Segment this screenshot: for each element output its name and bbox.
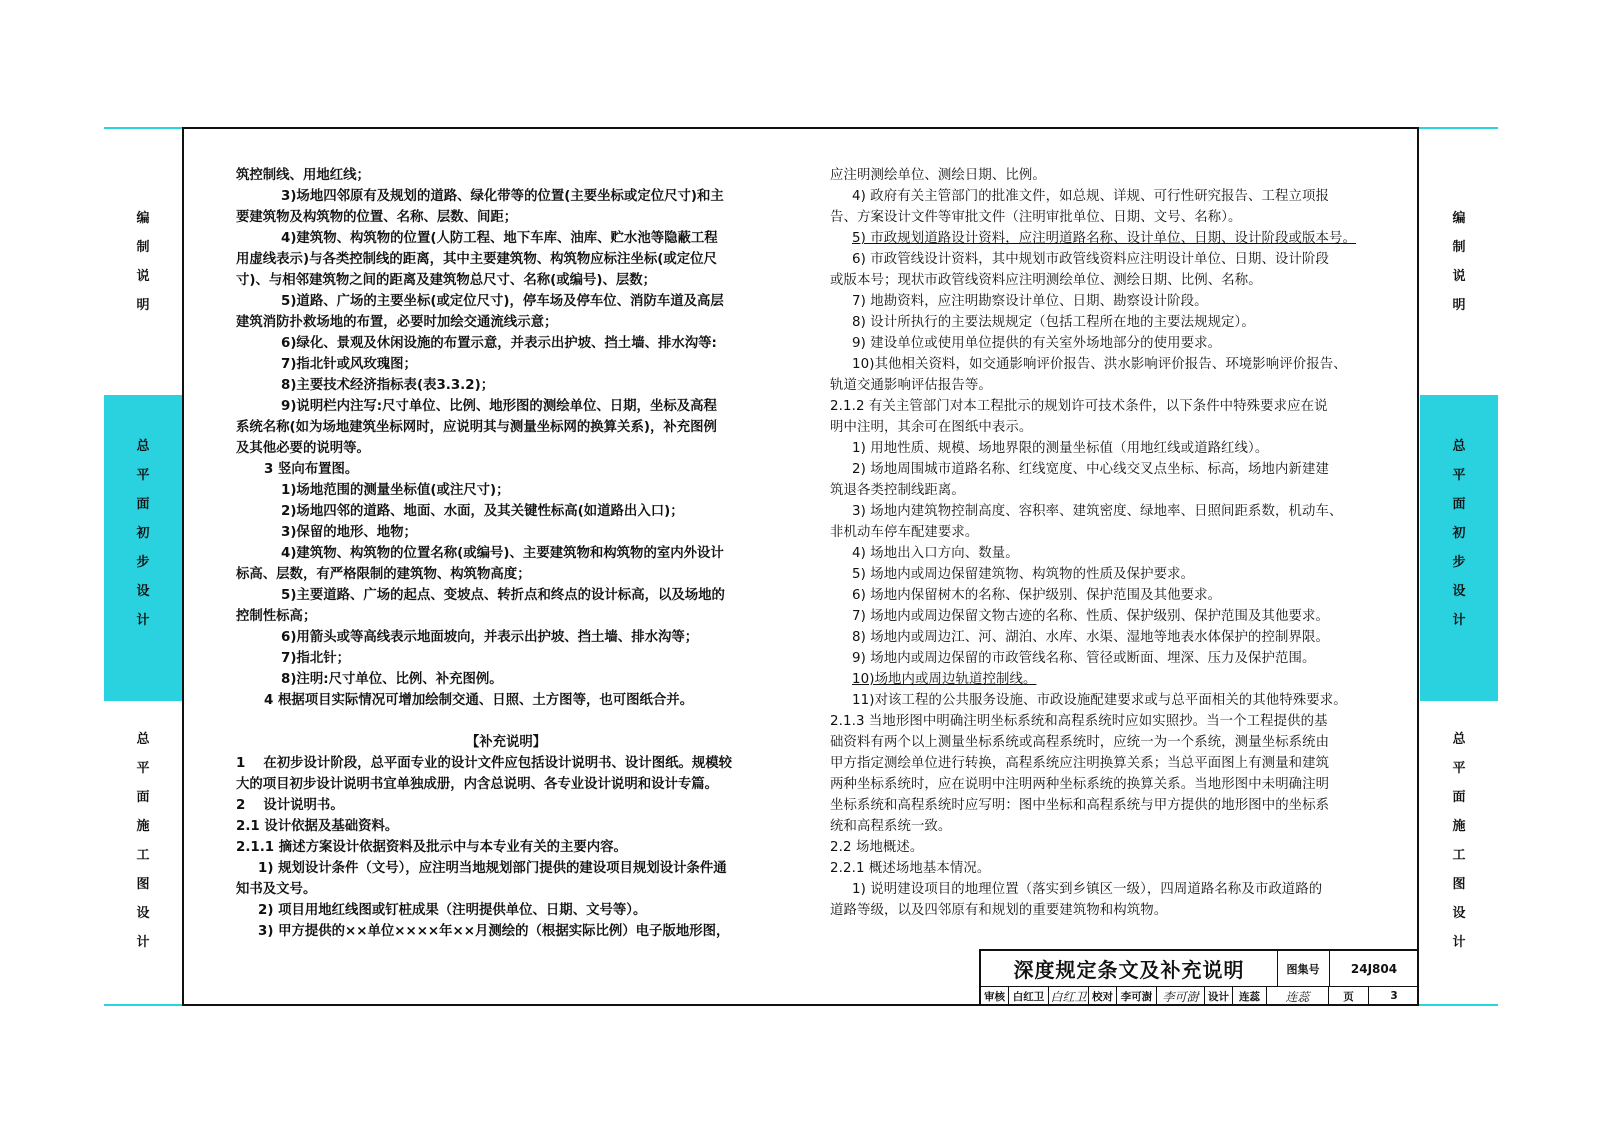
text-line: 4) 场地出入口方向、数量。	[852, 546, 1019, 561]
text-line: 用虚线表示)与各类控制线的距离，其中主要建筑物、构筑物应标注坐标(或定位尺	[236, 252, 717, 267]
right-text-column	[830, 165, 1370, 921]
text-line: 1 在初步设计阶段，总平面专业的设计文件应包括设计说明书、设计图纸。规模较	[236, 756, 733, 771]
text-line: 筑控制线、用地红线；	[236, 168, 370, 183]
text-line: 9)说明栏内注写:尺寸单位、比例、地形图的测绘单位、日期，坐标及高程	[281, 399, 717, 414]
side-label-char: 图	[1452, 877, 1466, 892]
text-line: 控制性标高；	[236, 609, 317, 624]
text-line: 2.1 设计依据及基础资料。	[236, 819, 399, 834]
text-line: 标高、层数，有严格限制的建筑物、构筑物高度；	[236, 567, 531, 582]
sheet-title: 深度规定条文及补充说明	[981, 951, 1278, 986]
side-label-char: 平	[136, 468, 150, 483]
text-line: 告、方案设计文件等审批文件（注明审批单位、日期、文号、名称）。	[830, 210, 1242, 225]
side-label-char: 设	[1452, 906, 1466, 921]
text-line: 9) 建设单位或使用单位提供的有关室外场地部分的使用要求。	[852, 336, 1222, 351]
side-label-char: 面	[1452, 497, 1466, 512]
text-line: 1) 说明建设项目的地理位置（落实到乡镇区一级），四周道路名称及市政道路的	[852, 882, 1323, 897]
side-label-char: 编	[136, 211, 150, 226]
side-label-char: 工	[1452, 848, 1466, 863]
atlas-label: 图集号	[1277, 951, 1330, 986]
text-line: 3)保留的地形、地物；	[281, 525, 417, 540]
side-label-char: 总	[136, 732, 150, 747]
text-line: 7) 场地内或周边保留文物古迹的名称、性质、保护级别、保护范围及其他要求。	[852, 609, 1329, 624]
review-label: 审核	[981, 986, 1009, 1006]
text-line: 系统名称(如为场地建筑坐标网时，应说明其与测量坐标网的换算关系)，补充图例	[236, 420, 717, 435]
side-label-char: 设	[136, 584, 150, 599]
text-line: 1)场地范围的测量坐标值(或注尺寸)；	[281, 483, 510, 498]
text-line: 6)用箭头或等高线表示地面坡向，并表示出护坡、挡土墙、排水沟等；	[281, 630, 699, 645]
side-label-char: 施	[136, 819, 150, 834]
text-line: 知书及文号。	[236, 882, 317, 897]
side-label-char: 面	[136, 497, 150, 512]
text-line: 5) 市政规划道路设计资料，应注明道路名称、设计单位、日期、设计阶段或版本号。	[852, 231, 1356, 246]
side-label-char: 初	[1452, 526, 1466, 541]
text-line: 要建筑物及构筑物的位置、名称、层数、间距；	[236, 210, 518, 225]
side-label-char: 平	[1452, 761, 1466, 776]
text-line: 6)绿化、景观及休闲设施的布置示意，并表示出护坡、挡土墙、排水沟等:	[281, 336, 717, 351]
side-label-char: 步	[1452, 555, 1466, 570]
reviewer-name: 白红卫	[1009, 986, 1049, 1006]
text-line: 应注明测绘单位、测绘日期、比例。	[830, 168, 1046, 183]
text-line: 4 根据项目实际情况可增加绘制交通、日照、土方图等，也可图纸合并。	[264, 693, 694, 708]
page-label: 页	[1329, 986, 1369, 1006]
text-line: 寸)、与相邻建筑物之间的距离及建筑物总尺寸、名称(或编号)、层数；	[236, 273, 657, 288]
side-label-char: 计	[136, 613, 150, 628]
side-label-char: 制	[1452, 240, 1466, 255]
atlas-number: 24J804	[1350, 961, 1398, 976]
text-line: 【补充说明】	[465, 735, 547, 750]
left-label-top	[104, 212, 182, 328]
page-number: 3	[1390, 990, 1398, 1002]
text-line: 2.2 场地概述。	[830, 840, 924, 855]
text-line: 2.1.2 有关主管部门对本工程批示的规划许可技术条件，以下条件中特殊要求应在说	[830, 399, 1328, 414]
text-line: 6) 场地内保留树木的名称、保护级别、保护范围及其他要求。	[852, 588, 1222, 603]
text-line: 3) 场地内建筑物控制高度、容积率、建筑密度、绿地率、日照间距系数，机动车、	[852, 504, 1343, 519]
side-label-char: 计	[136, 935, 150, 950]
side-label-char: 总	[136, 439, 150, 454]
side-label-char: 制	[136, 240, 150, 255]
text-line: 轨道交通影响评估报告等。	[830, 378, 992, 393]
text-line: 4)建筑物、构筑物的位置名称(或编号)、主要建筑物和构筑物的室内外设计	[281, 546, 724, 561]
side-label-char: 说	[136, 269, 150, 284]
text-line: 统和高程系统一致。	[830, 819, 952, 834]
side-label-char: 设	[136, 906, 150, 921]
text-line: 筑退各类控制线距离。	[830, 483, 965, 498]
checker-name: 李可澍	[1117, 986, 1157, 1006]
side-label-char: 计	[1452, 935, 1466, 950]
left-label-middle	[104, 440, 182, 643]
side-label-char: 面	[1452, 790, 1466, 805]
text-line: 5)道路、广场的主要坐标(或定位尺寸)，停车场及停车位、消防车道及高层	[281, 294, 724, 309]
text-line: 7) 地勘资料，应注明勘察设计单位、日期、勘察设计阶段。	[852, 294, 1208, 309]
text-line: 5) 场地内或周边保留建筑物、构筑物的性质及保护要求。	[852, 567, 1195, 582]
side-label-char: 平	[1452, 468, 1466, 483]
text-line: 2.1.3 当地形图中明确注明坐标系统和高程系统时应如实照抄。当一个工程提供的基	[830, 714, 1328, 729]
text-line: 大的项目初步设计说明书宜单独成册，内含总说明、各专业设计说明和设计专篇。	[236, 777, 719, 792]
title-block	[979, 949, 1419, 1006]
right-label-bottom	[1420, 733, 1498, 965]
text-line: 10)其他相关资料，如交通影响评价报告、洪水影响评价报告、环境影响评价报告、	[852, 357, 1347, 372]
text-line: 2) 项目用地红线图或钉桩成果（注明提供单位、日期、文号等）。	[258, 903, 647, 918]
side-label-char: 说	[1452, 269, 1466, 284]
side-label-char: 步	[136, 555, 150, 570]
text-line: 7)指北针或风玫瑰图；	[281, 357, 417, 372]
text-line: 4)建筑物、构筑物的位置(人防工程、地下车库、油库、贮水池等隐蔽工程	[281, 231, 718, 246]
side-label-char: 计	[1452, 613, 1466, 628]
text-line: 8) 设计所执行的主要法规规定（包括工程所在地的主要法规规定）。	[852, 315, 1255, 330]
side-label-char: 明	[1452, 298, 1466, 313]
text-line: 8) 场地内或周边江、河、湖泊、水库、水渠、湿地等地表水体保护的控制界限。	[852, 630, 1329, 645]
text-line: 10)场地内或周边轨道控制线。	[852, 672, 1037, 687]
side-label-char: 明	[136, 298, 150, 313]
text-line: 2.1.1 摘述方案设计依据资料及批示中与本专业有关的主要内容。	[236, 840, 627, 855]
side-label-char: 初	[136, 526, 150, 541]
text-line: 甲方指定测绘单位进行转换，高程系统应注明换算关系；当总平面图上有测量和建筑	[830, 756, 1330, 771]
side-label-char: 工	[136, 848, 150, 863]
text-line: 及其他必要的说明等。	[236, 441, 370, 456]
side-label-char: 总	[1452, 732, 1466, 747]
text-line: 2 设计说明书。	[236, 798, 344, 813]
text-line: 1) 用地性质、规模、场地界限的测量坐标值（用地红线或道路红线）。	[852, 441, 1269, 456]
right-label-middle	[1420, 440, 1498, 643]
left-label-bottom	[104, 733, 182, 965]
text-line: 8)主要技术经济指标表(表3.3.2)；	[281, 378, 495, 393]
left-text-column	[236, 165, 776, 942]
right-label-top	[1420, 212, 1498, 328]
text-line: 3) 甲方提供的××单位××××年××月测绘的（根据实际比例）电子版地形图，	[258, 924, 730, 939]
text-line: 础资料有两个以上测量坐标系统或高程系统时，应统一为一个系统，测量坐标系统由	[830, 735, 1330, 750]
text-line: 建筑消防扑救场地的布置，必要时加绘交通流线示意；	[236, 315, 558, 330]
check-label: 校对	[1089, 986, 1117, 1006]
text-line: 道路等级，以及四邻原有和规划的重要建筑物和构筑物。	[830, 903, 1168, 918]
text-line: 坐标系统和高程系统时应写明：图中坐标和高程系统与甲方提供的地形图中的坐标系	[830, 798, 1330, 813]
side-label-char: 总	[1452, 439, 1466, 454]
reviewer-signature: 白红卫	[1049, 986, 1089, 1006]
design-label: 设计	[1205, 986, 1233, 1006]
text-line: 8)注明:尺寸单位、比例、补充图例。	[281, 672, 503, 687]
designer-signature: 连蕊	[1267, 986, 1329, 1006]
side-label-char: 图	[136, 877, 150, 892]
text-line: 6) 市政管线设计资料，其中规划市政管线资料应注明设计单位、日期、设计阶段	[852, 252, 1329, 267]
side-label-char: 面	[136, 790, 150, 805]
text-line: 7)指北针；	[281, 651, 350, 666]
text-line: 或版本号；现状市政管线资料应注明测绘单位、测绘日期、比例、名称。	[830, 273, 1262, 288]
checker-signature: 李可澍	[1157, 986, 1205, 1006]
text-line: 9) 场地内或周边保留的市政管线名称、管径或断面、埋深、压力及保护范围。	[852, 651, 1316, 666]
text-line: 1) 规划设计条件（文号），应注明当地规划部门提供的建设项目规划设计条件通	[258, 861, 727, 876]
side-label-char: 平	[136, 761, 150, 776]
text-line	[236, 711, 776, 732]
text-line: 11)对该工程的公共服务设施、市政设施配建要求或与总平面相关的其他特殊要求。	[852, 693, 1347, 708]
text-line: 2)场地四邻的道路、地面、水面，及其关键性标高(如道路出入口)；	[281, 504, 684, 519]
text-line: 两种坐标系统时，应在说明中注明两种坐标系统的换算关系。当地形图中未明确注明	[830, 777, 1330, 792]
text-line: 5)主要道路、广场的起点、变坡点、转折点和终点的设计标高，以及场地的	[281, 588, 725, 603]
text-line: 4) 政府有关主管部门的批准文件，如总规、详规、可行性研究报告、工程立项报	[852, 189, 1329, 204]
designer-name: 连蕊	[1233, 986, 1267, 1006]
text-line: 明中注明，其余可在图纸中表示。	[830, 420, 1033, 435]
text-line: 2) 场地周围城市道路名称、红线宽度、中心线交叉点坐标、标高，场地内新建建	[852, 462, 1329, 477]
side-label-char: 设	[1452, 584, 1466, 599]
side-label-char: 施	[1452, 819, 1466, 834]
text-line: 3)场地四邻原有及规划的道路、绿化带等的位置(主要坐标或定位尺寸)和主	[281, 189, 724, 204]
side-label-char: 编	[1452, 211, 1466, 226]
text-line: 非机动车停车配建要求。	[830, 525, 979, 540]
text-line: 2.2.1 概述场地基本情况。	[830, 861, 991, 876]
text-line: 3 竖向布置图。	[264, 462, 359, 477]
